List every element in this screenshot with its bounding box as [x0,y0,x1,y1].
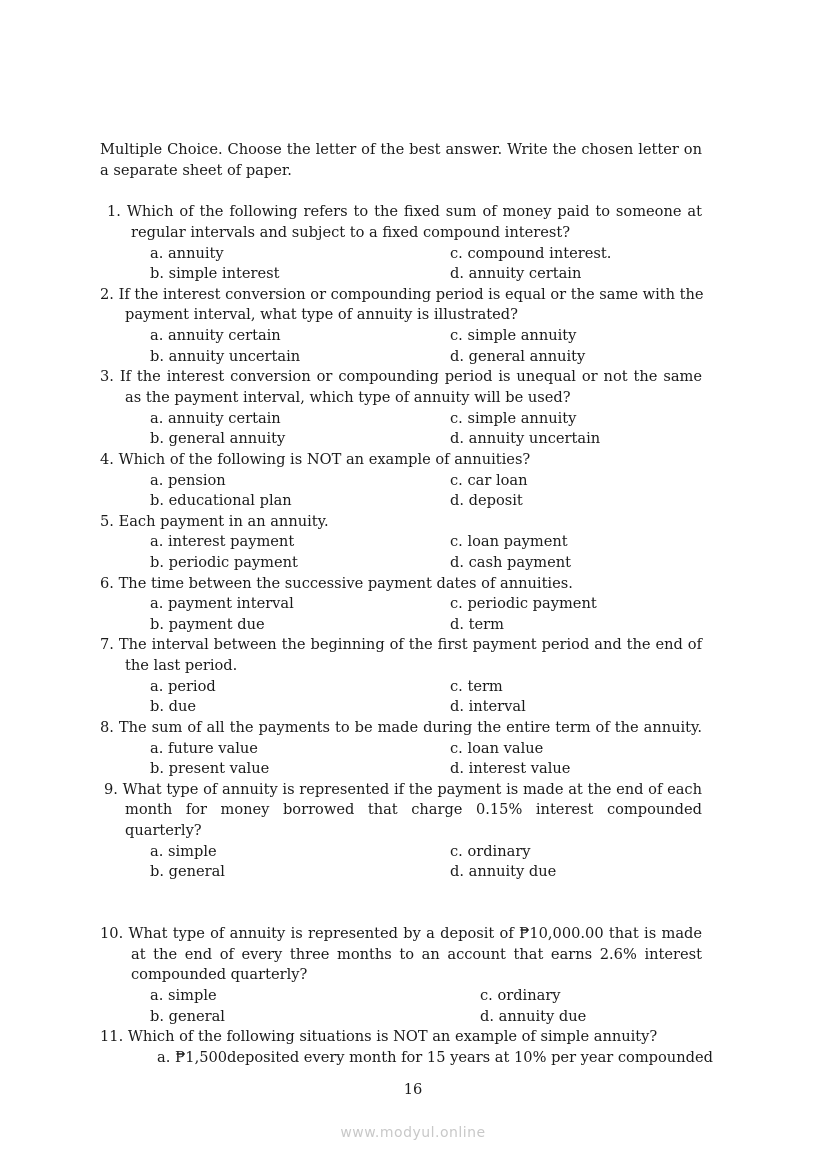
question-stem-line: at the end of every three months to an account that earns 2.6% interest [131,946,702,963]
option-c: c. loan value [450,740,544,757]
option-c: c. periodic payment [450,595,597,612]
page-number: 16 [403,1081,423,1098]
instructions-line-1: Multiple Choice. Choose the letter of the best answer. Write the chosen letter on [100,141,702,158]
question-stem-line: 4. Which of the following is NOT an example of annuities? [100,451,531,468]
option-b: b. payment due [150,616,265,633]
option-d: d. deposit [450,492,523,509]
option-a: a. future value [150,740,258,757]
question-stem-line: the last period. [125,657,238,674]
question-stem-line: 6. The time between the successive payment dates of annuities. [100,575,573,592]
option-a: a. ₱1,500deposited every month for 15 years at 10% per year compounded [157,1049,713,1066]
watermark: www.modyul.online [340,1125,486,1141]
option-d: d. term [450,616,504,633]
question-stem-line: 9. What type of annuity is represented if the payment is made at the end of each [104,781,702,798]
option-b: b. educational plan [150,492,292,509]
question-stem-line: 2. If the interest conversion or compounding period is equal or the same with the [100,286,704,303]
option-c: c. compound interest. [450,245,612,262]
question-stem-line: 1. Which of the following refers to the fixed sum of money paid to someone at [107,203,702,220]
option-d: d. cash payment [450,554,572,571]
option-c: c. ordinary [450,843,531,860]
question-stem-line: 7. The interval between the beginning of the first payment period and the end of [100,636,702,653]
question-stem-line: 8. The sum of all the payments to be made during the entire term of the annuity. [100,719,702,736]
option-b: b. simple interest [150,265,280,282]
option-a: a. annuity [150,245,224,262]
option-a: a. period [150,678,216,695]
question-stem-line: month for money borrowed that charge 0.15% interest compounded [125,801,702,818]
option-d: d. annuity uncertain [450,430,601,447]
option-d: d. interest value [450,760,571,777]
option-b: b. general annuity [150,430,286,447]
option-a: a. simple [150,843,217,860]
option-d: d. interval [450,698,526,715]
question-stem-line: as the payment interval, which type of annuity will be used? [125,389,571,406]
option-c: c. simple annuity [450,327,577,344]
option-a: a. interest payment [150,533,295,550]
question-stem-line: 11. Which of the following situations is NOT an example of simple annuity? [100,1028,658,1045]
question-stem-line: 5. Each payment in an annuity. [100,513,329,530]
question-stem-line: compounded quarterly? [131,966,308,983]
option-b: b. annuity uncertain [150,348,301,365]
option-a: a. simple [150,987,217,1004]
question-stem-line: 10. What type of annuity is represented by a deposit of ₱10,000.00 that is made [100,925,702,942]
option-c: c. term [450,678,503,695]
question-stem-line: payment interval, what type of annuity is illustrated? [125,306,518,323]
option-b: b. periodic payment [150,554,298,571]
option-c: c. ordinary [480,987,561,1004]
option-c: c. car loan [450,472,528,489]
option-a: a. payment interval [150,595,294,612]
question-stem-line: 3. If the interest conversion or compounding period is unequal or not the same [100,368,702,385]
option-a: a. pension [150,472,226,489]
option-b: b. due [150,698,196,715]
question-stem-line: quarterly? [125,822,202,839]
option-a: a. annuity certain [150,410,281,427]
instructions-line-2: a separate sheet of paper. [100,162,292,179]
option-d: d. annuity due [450,863,557,880]
option-d: d. annuity certain [450,265,582,282]
option-d: d. annuity due [480,1008,587,1025]
option-b: b. general [150,1008,225,1025]
option-c: c. simple annuity [450,410,577,427]
option-a: a. annuity certain [150,327,281,344]
question-stem-line: regular intervals and subject to a fixed compound interest? [131,224,571,241]
option-b: b. present value [150,760,270,777]
option-d: d. general annuity [450,348,586,365]
option-c: c. loan payment [450,533,568,550]
option-b: b. general [150,863,225,880]
